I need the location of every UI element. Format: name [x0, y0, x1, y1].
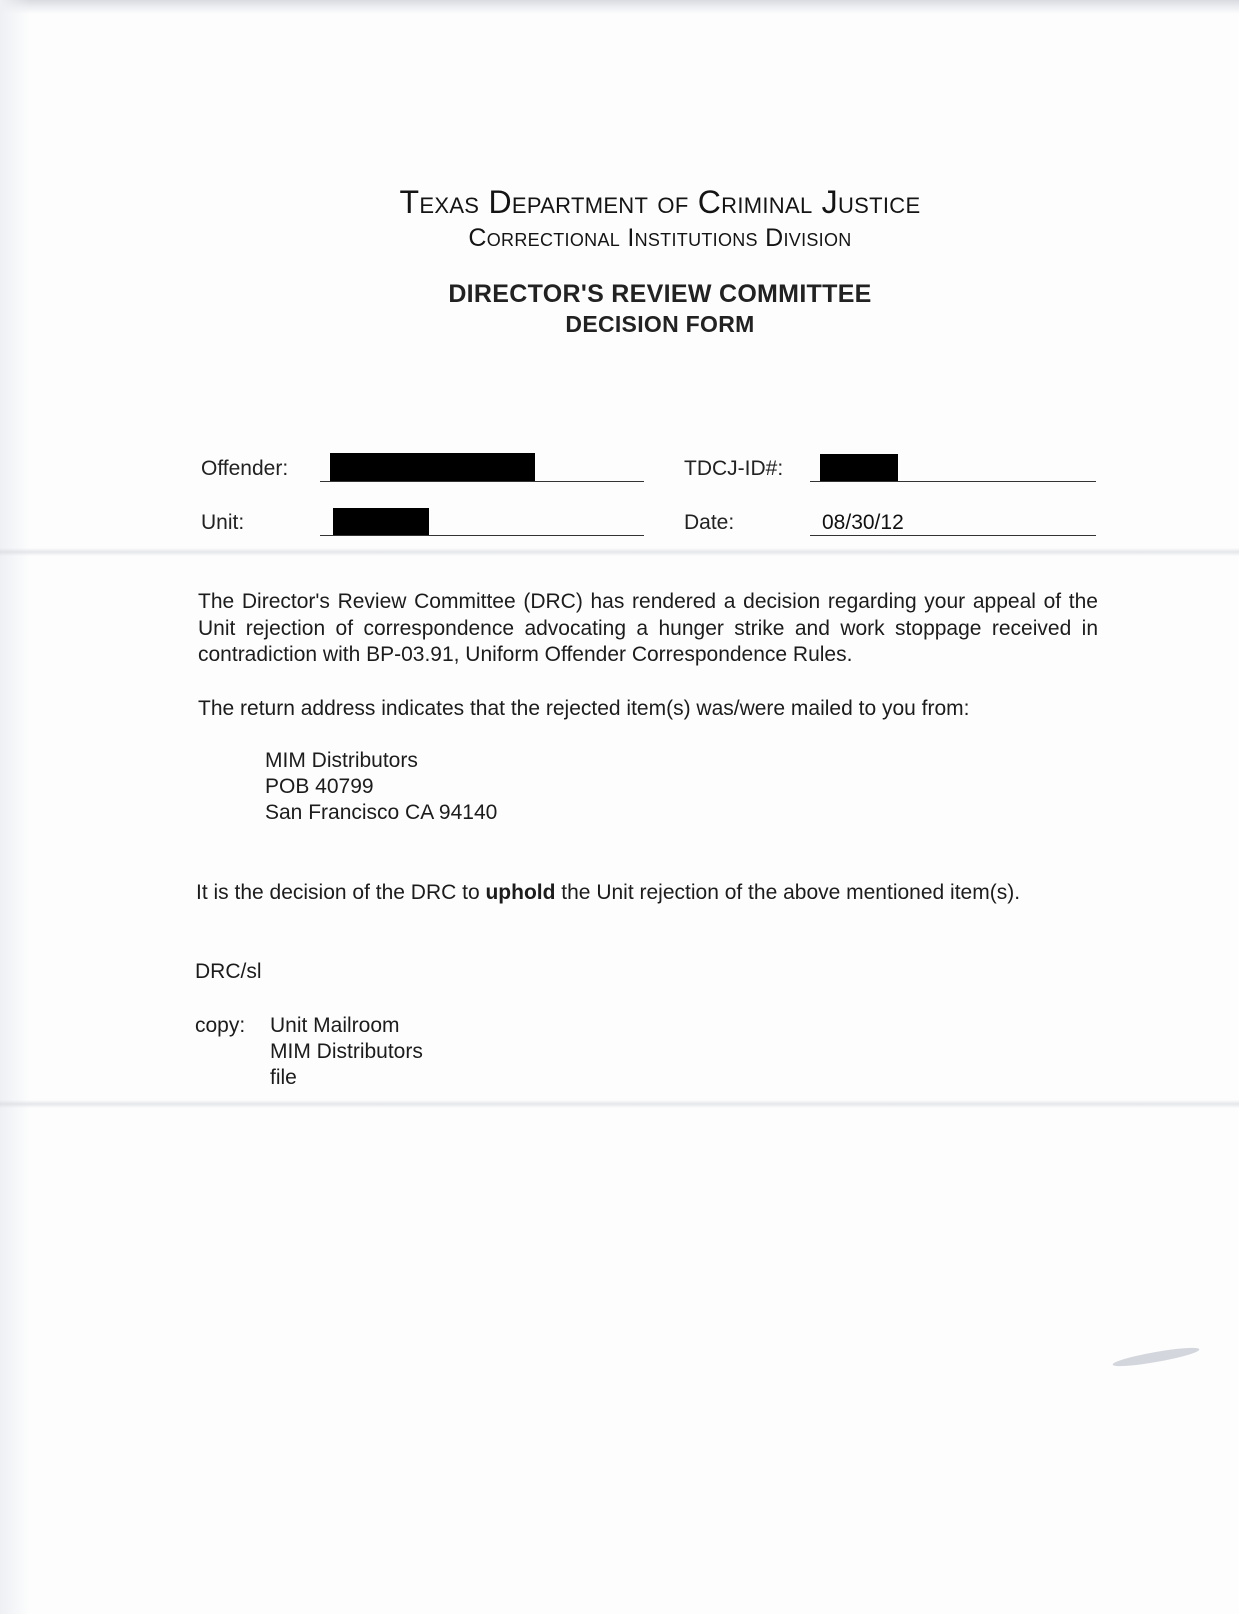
unit-underline — [320, 535, 644, 536]
date-underline — [810, 535, 1096, 536]
division-title: Correctional Institutions Division — [468, 224, 852, 252]
scan-edge-top — [0, 0, 1239, 14]
date-label: Date: — [684, 511, 735, 534]
date-value: 08/30/12 — [822, 511, 904, 534]
address-line-3: San Francisco CA 94140 — [265, 801, 498, 824]
form-name: DECISION FORM — [565, 311, 755, 337]
copy-recipient: Unit Mailroom — [270, 1014, 400, 1037]
address-line-1: MIM Distributors — [265, 749, 418, 772]
tdcj-id-redaction — [820, 454, 898, 481]
scan-fold-line — [0, 1100, 1239, 1108]
offender-underline — [320, 481, 644, 482]
offender-redaction — [330, 453, 535, 481]
decision-prefix: It is the decision of the DRC to — [196, 881, 486, 904]
unit-redaction — [333, 508, 429, 535]
decision-suffix: the Unit rejection of the above mentioned item(s). — [555, 881, 1021, 904]
tdcj-id-label: TDCJ-ID#: — [684, 457, 784, 480]
decision-word: uphold — [485, 881, 556, 904]
return-address-intro: The return address indicates that the rejected item(s) was/were mailed to you from: — [198, 697, 970, 720]
scan-fold-line — [0, 548, 1239, 556]
address-line-2: POB 40799 — [265, 775, 374, 798]
tdcj-id-underline — [810, 481, 1096, 482]
decision-statement — [196, 881, 1020, 905]
agency-title: Texas Department of Criminal Justice — [399, 184, 921, 220]
intro-paragraph: The Director's Review Committee (DRC) has rendered a decision regarding your appeal of the Unit rejection of correspondence advocating a hunger strike and work stoppage received in contradiction with BP-03.91, Uniform Offender Correspondence Rules. — [198, 590, 1098, 666]
copy-recipient: file — [270, 1066, 297, 1089]
initials: DRC/sl — [195, 960, 262, 983]
copy-label: copy: — [195, 1014, 246, 1037]
copy-recipient: MIM Distributors — [270, 1040, 423, 1063]
scan-edge-left — [0, 0, 30, 1614]
unit-label: Unit: — [201, 511, 245, 534]
committee-title: DIRECTOR'S REVIEW COMMITTEE — [448, 280, 872, 308]
scan-smudge — [1112, 1344, 1200, 1369]
offender-label: Offender: — [201, 457, 289, 480]
